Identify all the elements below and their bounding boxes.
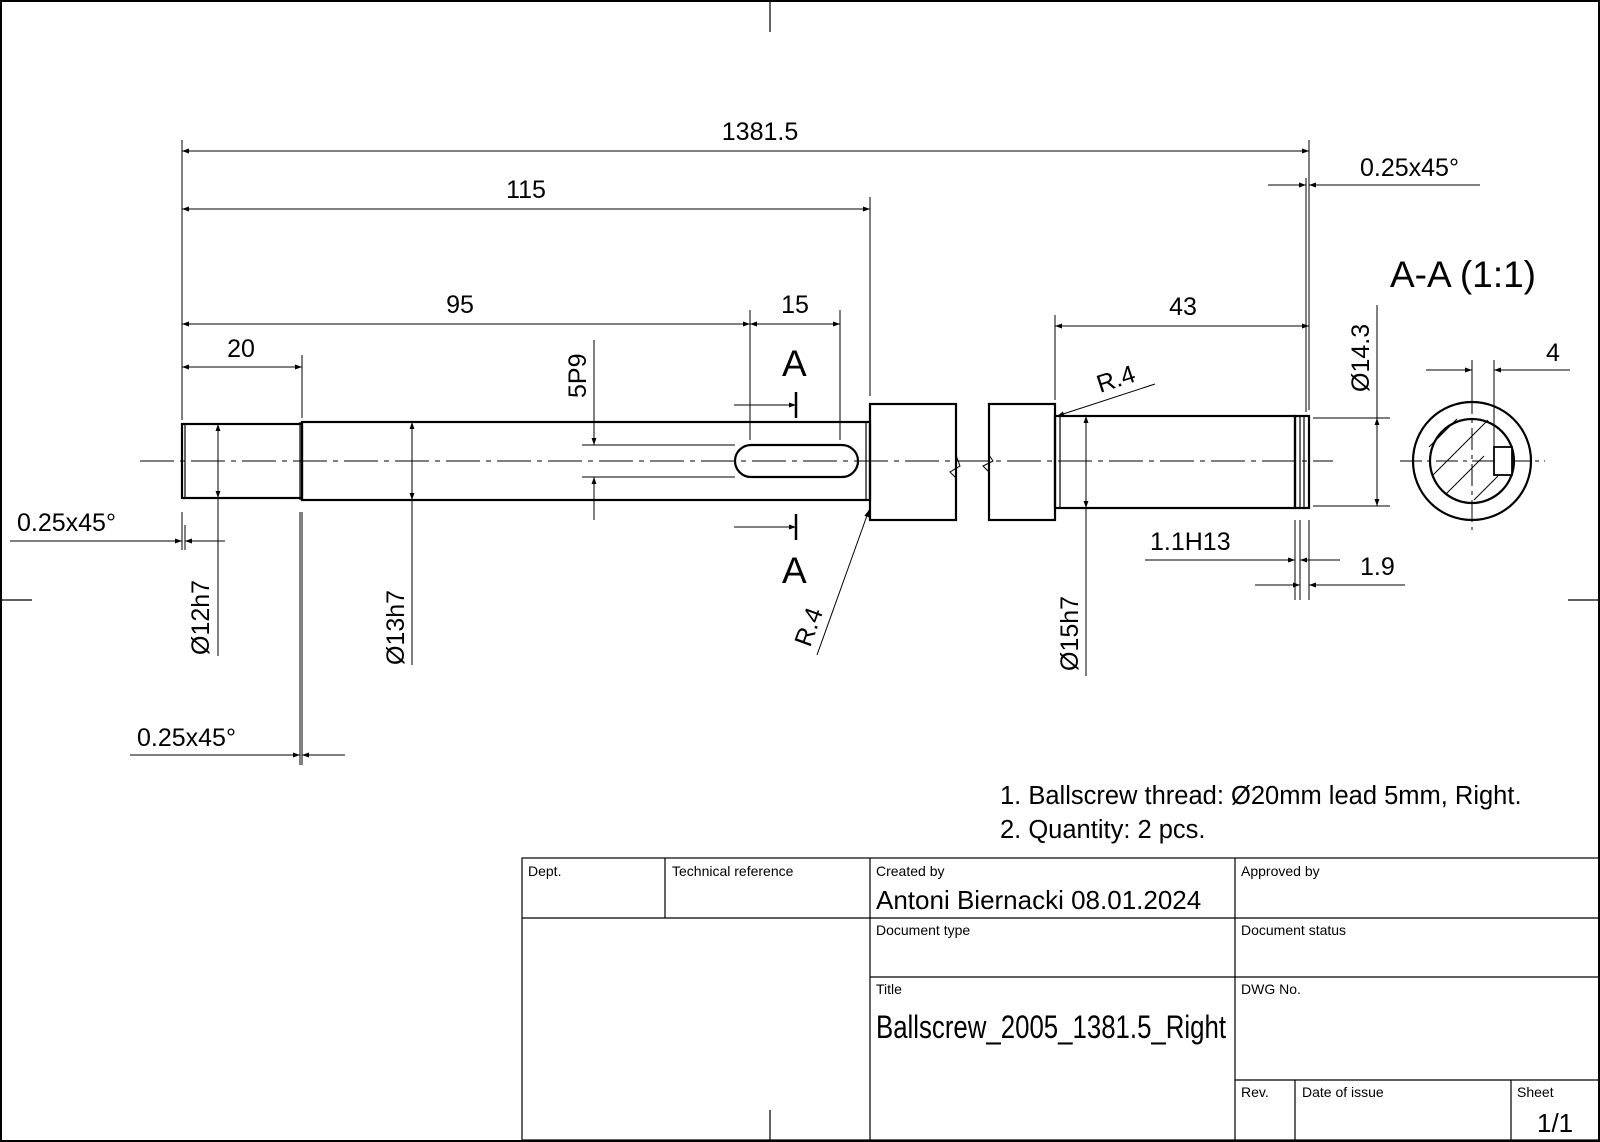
dim-115: 115 [506,176,546,204]
dim-chamfer-right: 0.25x45° [1360,154,1459,182]
section-marker-top: A [782,343,807,384]
section-view [1400,360,1570,530]
shaft-outline [182,404,1309,520]
doc-type-label: Document type [876,922,971,938]
note-2: 2. Quantity: 2 pcs. [1000,816,1206,844]
dwg-no-label: DWG No. [1241,981,1301,997]
title-value: Ballscrew_2005_1381.5_Right [876,1009,1227,1045]
dim-section-key-width: 4 [1546,339,1560,367]
dim-dia-15: Ø15h7 [1056,595,1084,671]
title-block [522,858,1599,1140]
dim-keyway-width: 5P9 [564,353,592,398]
approved-by-label: Approved by [1241,863,1320,879]
section-marker-bottom: A [782,550,807,591]
dim-dia-13: Ø13h7 [382,589,410,665]
dimension-lines [10,140,1480,765]
dim-groove-width: 1.1H13 [1150,528,1231,556]
tech-ref-label: Technical reference [672,863,794,879]
rev-label: Rev. [1241,1084,1269,1100]
section-title: A-A (1:1) [1390,254,1536,295]
sheet-label: Sheet [1517,1084,1554,1100]
dim-95: 95 [446,291,474,319]
dim-chamfer-step: 0.25x45° [137,724,236,752]
sheet-value: 1/1 [1537,1108,1574,1138]
notes [1000,782,1522,844]
doc-status-label: Document status [1241,922,1347,938]
dim-20: 20 [227,335,255,363]
created-by-label: Created by [876,863,945,879]
title-label: Title [876,981,902,997]
dim-15: 15 [781,291,809,319]
dim-1381-5: 1381.5 [721,118,799,146]
dim-chamfer-left: 0.25x45° [17,509,116,537]
dim-dia-14-3: Ø14.3 [1347,323,1375,392]
dim-radius-top: R.4 [1093,360,1139,399]
date-issue-label: Date of issue [1302,1084,1384,1100]
created-by-value: Antoni Biernacki 08.01.2024 [876,885,1202,915]
dim-radius-bottom: R.4 [789,603,829,651]
dim-43: 43 [1169,293,1197,321]
dim-dia-12: Ø12h7 [187,579,215,655]
dept-label: Dept. [528,863,562,879]
dimension-texts [17,118,1560,752]
note-1: 1. Ballscrew thread: Ø20mm lead 5mm, Right. [1000,782,1522,810]
dim-groove-pos: 1.9 [1360,553,1395,581]
